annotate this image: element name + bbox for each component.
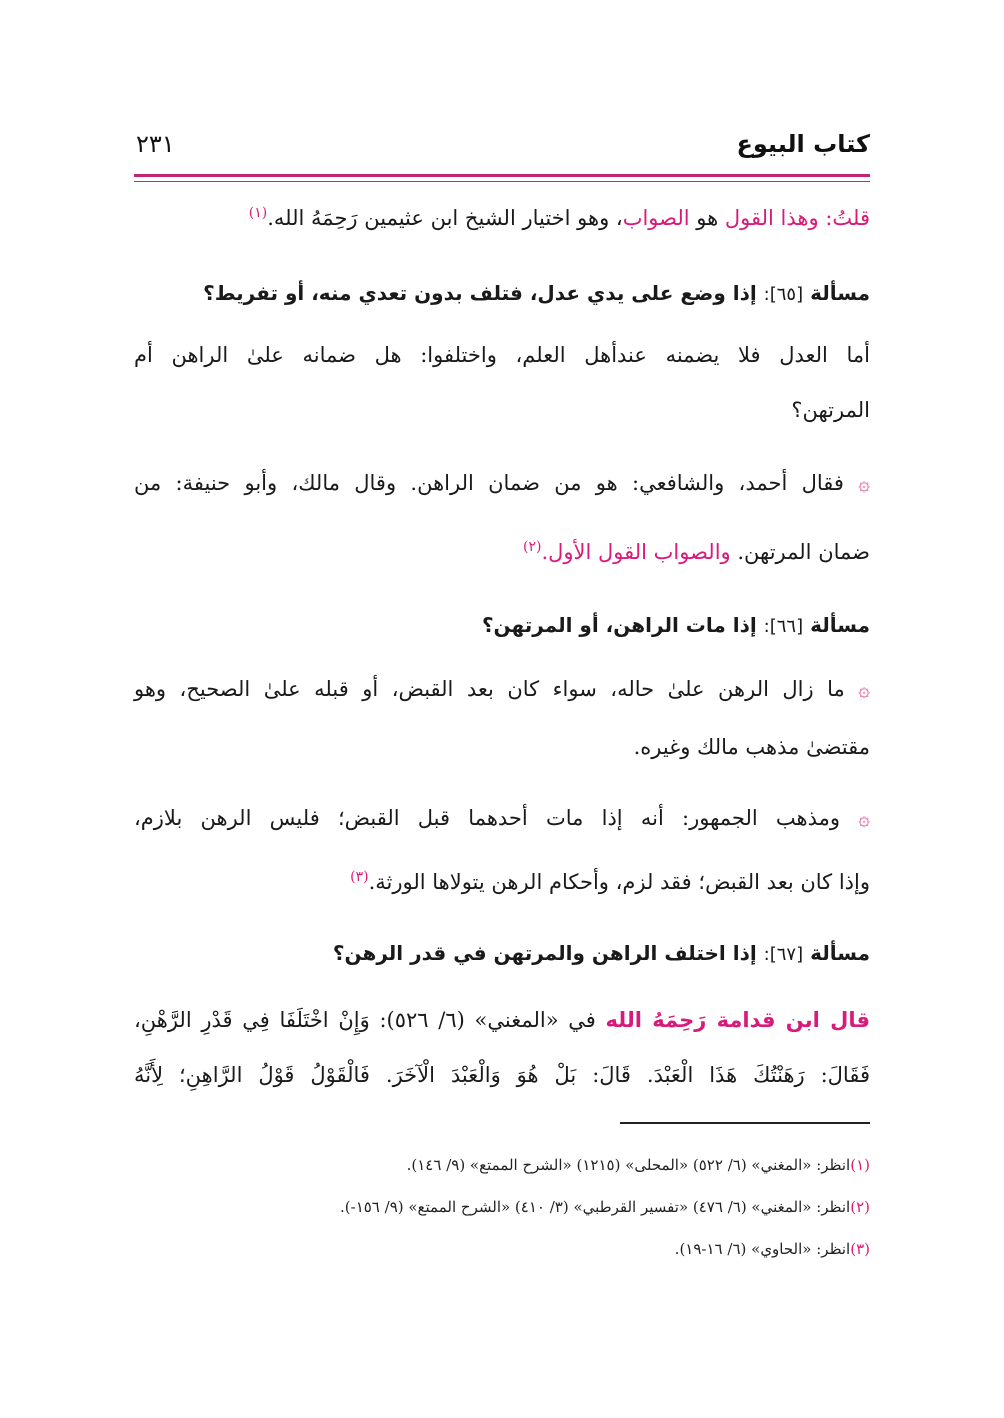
text-segment: ما زال الرهن علىٰ حاله، سواء كان بعد القبض، أو قبله علىٰ الصحيح، وهو: [134, 677, 845, 701]
footnote-number: (٣): [850, 1240, 870, 1258]
footnote-ref: (١): [248, 205, 268, 221]
text-segment: فقال أحمد، والشافعي: هو من ضمان الراهن. وقال مالك، وأبو حنيفة: من: [134, 471, 844, 495]
footnote-ref: (٣): [350, 869, 369, 885]
question-67-heading: [134, 938, 870, 970]
footnote-ref: (٢): [522, 539, 542, 555]
paragraph-line: [134, 468, 870, 498]
question-text: إذا اختلف الراهن والمرتهن في قدر الرهن؟: [332, 941, 757, 965]
question-label: مسألة: [810, 281, 870, 305]
question-65-heading: [134, 278, 870, 310]
flower-bullet-icon: ۞: [858, 471, 870, 495]
text-segment: ومذهب الجمهور: أنه إذا مات أحدهما قبل القبض؛ فليس الرهن بلازم،: [134, 806, 841, 830]
paragraph-line: المرتهن؟: [791, 398, 870, 422]
paragraph-line: فَقَالَ: رَهَنْتُكَ هَذَا الْعَبْدَ. قَالَ: بَلْ هُوَ وَالْعَبْدَ الْآخَرَ. فَالْقَوْلُ قَوْلُ الرَّاهِنِ؛ لِأَنَّهُ: [134, 1063, 870, 1087]
text-segment: هو: [696, 206, 719, 230]
question-label: مسألة: [810, 613, 870, 637]
footnote-item: [340, 1196, 870, 1218]
text-segment: وإذا كان بعد القبض؛ فقد لزم، وأحكام الرهن يتولاها الورثة.: [368, 870, 870, 894]
paragraph-line: [134, 1005, 870, 1035]
paragraph-line: [134, 532, 870, 567]
text-segment: في «المغني» (٦/ ٥٢٦): وَإِنْ اخْتَلَفَا فِي قَدْرِ الرَّهْنِ،: [134, 1008, 596, 1032]
footnote-number: (١): [850, 1156, 870, 1174]
header-rule-thin: [134, 181, 870, 182]
footnote-text: انظر: «المغني» (٦/ ٥٢٢) «المحلى» (١٢١٥) «الشرح الممتع» (٩/ ١٤٦).: [406, 1156, 851, 1174]
text-segment: ، وهو اختيار الشيخ ابن عثيمين رَحِمَهُ الله.: [267, 206, 623, 230]
footnote-separator: [620, 1122, 870, 1124]
author-name: قال ابن قدامة رَحِمَهُ الله: [605, 1008, 870, 1032]
question-text: إذا وضع على يدي عدل، فتلف بدون تعدي منه، أو تفريط؟: [203, 281, 757, 305]
paragraph-line: [134, 803, 870, 833]
question-text: إذا مات الراهن، أو المرتهن؟: [481, 613, 757, 637]
qult-label: قلتُ:: [825, 206, 870, 230]
highlight-correct-first: والصواب القول الأول.: [541, 540, 731, 564]
highlight-correct: الصواب: [622, 206, 690, 230]
flower-bullet-icon: ۞: [858, 677, 870, 701]
paragraph-line: [134, 862, 870, 897]
footnote-text: انظر: «الحاوي» (٦/ ١٦-١٩).: [674, 1240, 851, 1258]
paragraph-line: أما العدل فلا يضمنه عندأهل العلم، واختلفوا: هل ضمانه علىٰ الراهن أم: [134, 343, 870, 367]
footnote-number: (٢): [850, 1198, 870, 1216]
footnote-item: [407, 1154, 870, 1176]
highlight-this-saying: وهذا القول: [724, 206, 819, 230]
text-segment: ضمان المرتهن.: [737, 540, 870, 564]
question-label: مسألة: [810, 941, 870, 965]
question-66-heading: [134, 610, 870, 642]
question-number: [٦٧]:: [763, 944, 804, 965]
question-number: [٦٦]:: [763, 616, 804, 637]
question-number: [٦٥]:: [763, 284, 804, 305]
paragraph-qult: [134, 198, 870, 233]
running-header-title: كتاب البيوع: [736, 130, 870, 158]
flower-bullet-icon: ۞: [858, 806, 870, 830]
paragraph-line: مقتضىٰ مذهب مالك وغيره.: [633, 735, 870, 759]
header-rule-thick: [134, 174, 870, 177]
footnote-text: انظر: «المغني» (٦/ ٤٧٦) «تفسير القرطبي» (٣/ ٤١٠) «الشرح الممتع» (٩/ ١٥٦-).: [339, 1198, 851, 1216]
footnote-item: [675, 1238, 870, 1260]
page-number: ٢٣١: [136, 130, 175, 158]
paragraph-line: [134, 674, 870, 704]
